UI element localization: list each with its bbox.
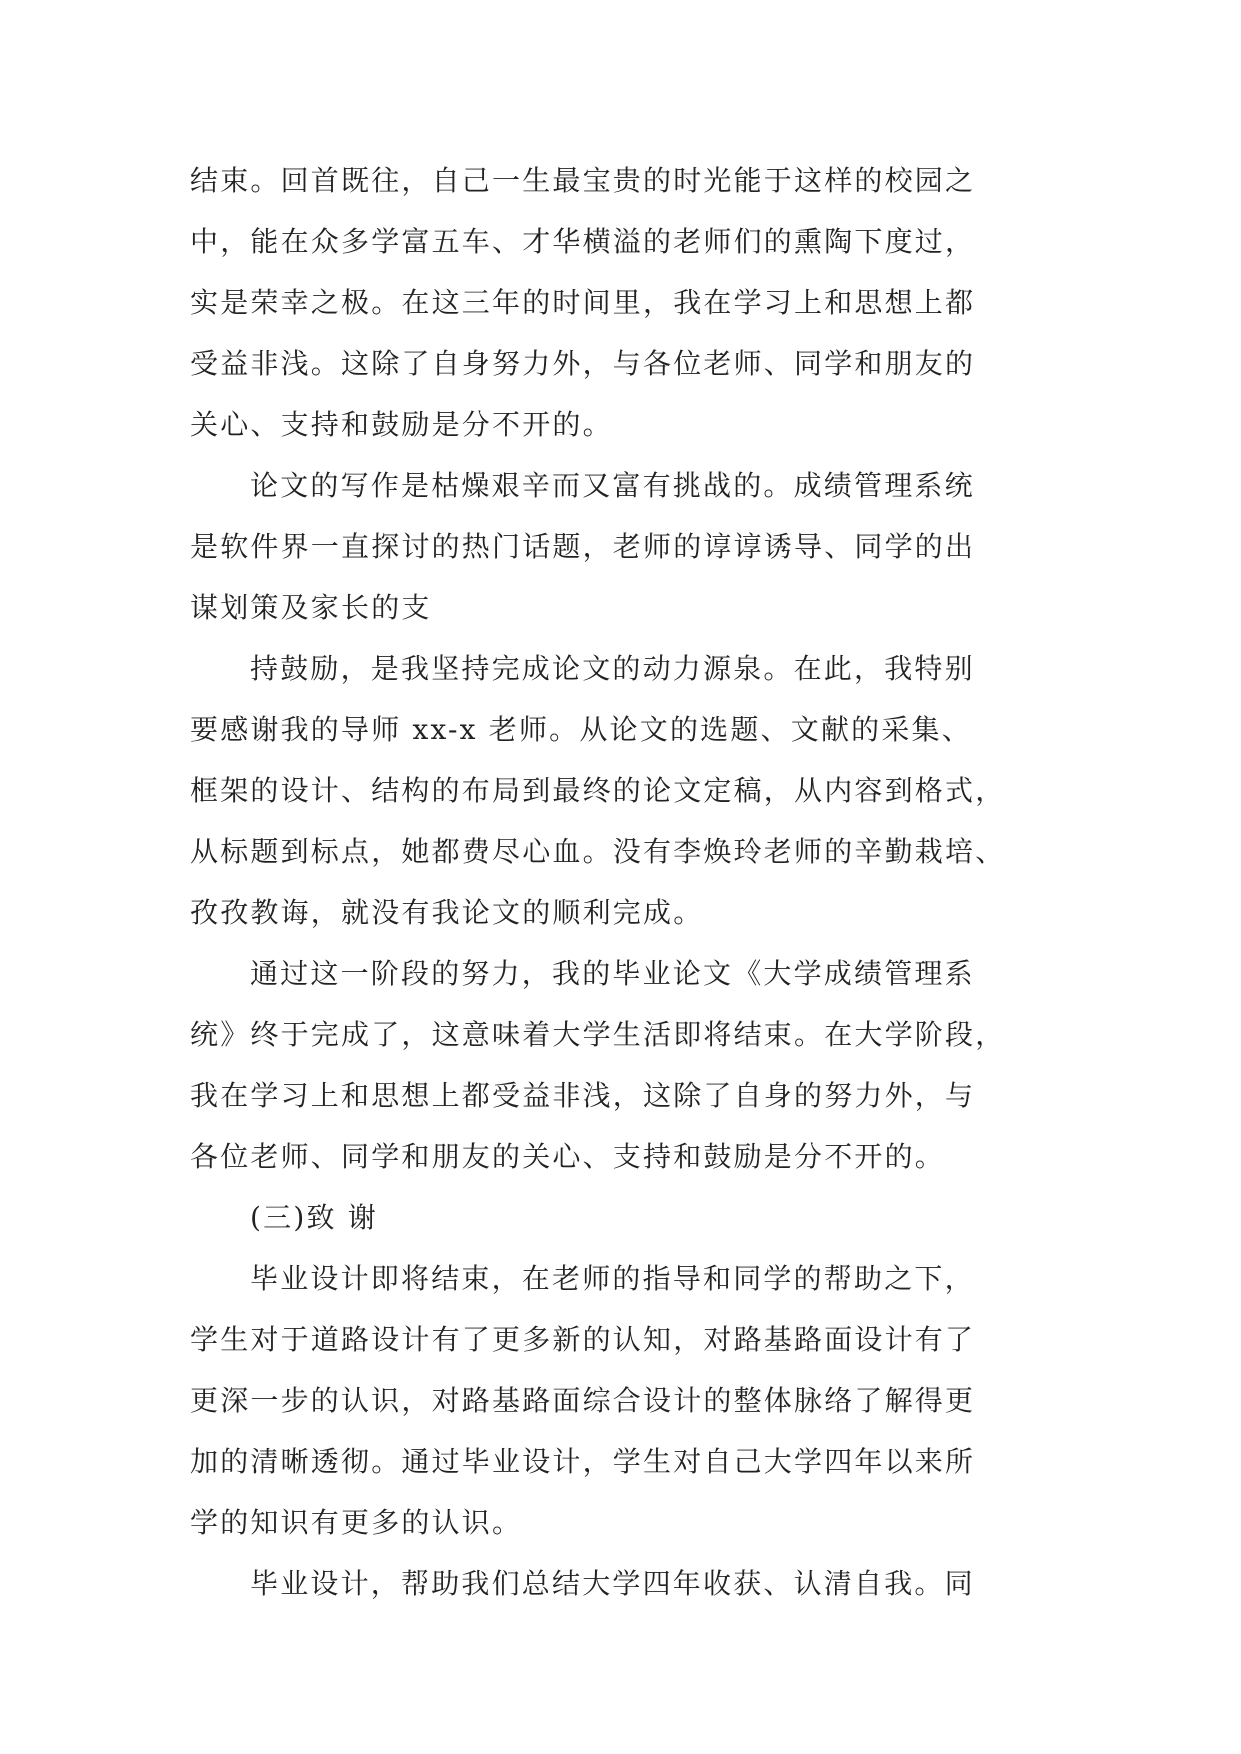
text-line: 受益非浅。这除了自身努力外，与各位老师、同学和朋友的 bbox=[190, 347, 976, 380]
text-line: 加的清晰透彻。通过毕业设计，学生对自己大学四年以来所 bbox=[190, 1445, 976, 1478]
document-page bbox=[190, 150, 1052, 1614]
text-line: 毕业设计即将结束，在老师的指导和同学的帮助之下， bbox=[250, 1262, 975, 1295]
text-line: 要感谢我的导师 xx-x 老师。从论文的选题、文献的采集、 bbox=[190, 713, 972, 746]
paragraph bbox=[190, 150, 1052, 455]
text-line: 通过这一阶段的努力，我的毕业论文《大学成绩管理系 bbox=[250, 957, 975, 990]
text-line: 更深一步的认识，对路基路面综合设计的整体脉络了解得更 bbox=[190, 1384, 976, 1417]
text-line: 从标题到标点，她都费尽心血。没有李焕玲老师的辛勤栽培、 bbox=[190, 835, 1006, 868]
paragraph bbox=[190, 455, 1052, 638]
text-line: 各位老师、同学和朋友的关心、支持和鼓励是分不开的。 bbox=[190, 1140, 946, 1173]
text-line: 学生对于道路设计有了更多新的认知，对路基路面设计有了 bbox=[190, 1323, 976, 1356]
text-line: 谋划策及家长的支 bbox=[190, 591, 432, 624]
paragraph bbox=[190, 1248, 1052, 1553]
text-line: 论文的写作是枯燥艰辛而又富有挑战的。成绩管理系统 bbox=[250, 469, 975, 502]
text-line: 统》终于完成了，这意味着大学生活即将结束。在大学阶段， bbox=[190, 1018, 1006, 1051]
heading-text: (三)致 谢 bbox=[250, 1201, 378, 1234]
text-line: 框架的设计、结构的布局到最终的论文定稿，从内容到格式， bbox=[190, 774, 1006, 807]
text-line: 结束。回首既往，自己一生最宝贵的时光能于这样的校园之 bbox=[190, 164, 976, 197]
text-line: 毕业设计，帮助我们总结大学四年收获、认清自我。同 bbox=[250, 1567, 975, 1600]
text-line: 孜孜教诲，就没有我论文的顺利完成。 bbox=[190, 896, 704, 929]
text-line: 中，能在众多学富五车、才华横溢的老师们的熏陶下度过， bbox=[190, 225, 976, 258]
paragraph bbox=[190, 943, 1052, 1187]
text-line: 学的知识有更多的认识。 bbox=[190, 1506, 523, 1539]
text-line: 持鼓励，是我坚持完成论文的动力源泉。在此，我特别 bbox=[250, 652, 975, 685]
text-line: 我在学习上和思想上都受益非浅，这除了自身的努力外，与 bbox=[190, 1079, 976, 1112]
paragraph bbox=[190, 638, 1052, 943]
text-line: 实是荣幸之极。在这三年的时间里，我在学习上和思想上都 bbox=[190, 286, 976, 319]
section-heading bbox=[190, 1187, 1052, 1248]
paragraph bbox=[190, 1553, 1052, 1614]
text-line: 是软件界一直探讨的热门话题，老师的谆谆诱导、同学的出 bbox=[190, 530, 976, 563]
text-line: 关心、支持和鼓励是分不开的。 bbox=[190, 408, 613, 441]
